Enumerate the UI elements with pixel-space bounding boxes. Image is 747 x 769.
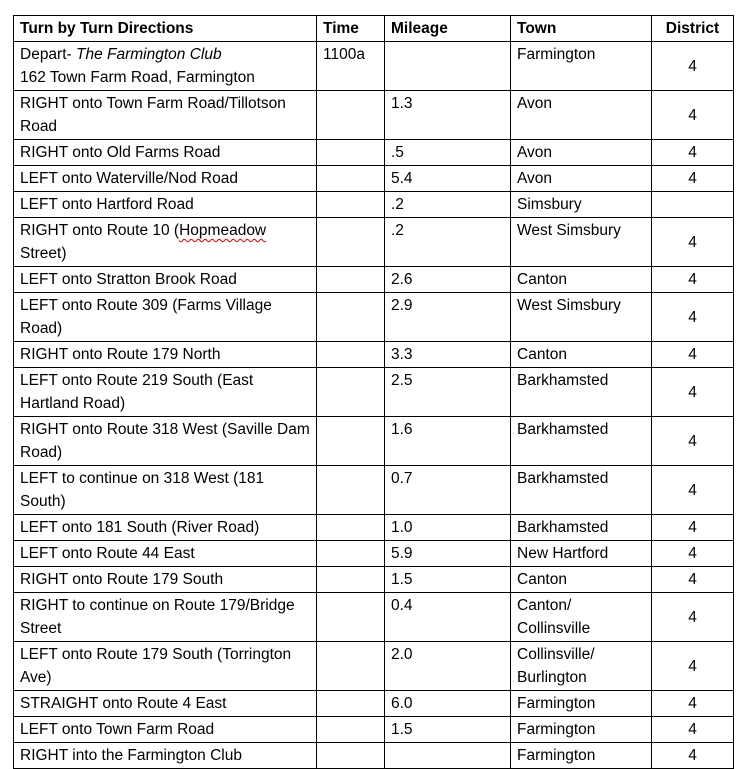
mileage-cell: 5.4 (385, 166, 511, 192)
town-line: Canton/ (517, 597, 572, 614)
direction-text: Depart- (20, 46, 76, 63)
district-cell: 4 (652, 417, 734, 466)
mileage-cell: 0.4 (385, 593, 511, 642)
direction-cell: RIGHT onto Route 179 North (14, 342, 317, 368)
mileage-cell: 2.5 (385, 368, 511, 417)
direction-cell (14, 218, 317, 267)
time-cell (317, 218, 385, 267)
time-cell (317, 593, 385, 642)
mileage-cell: 6.0 (385, 691, 511, 717)
direction-text-end: Street) (20, 245, 67, 262)
direction-cell: LEFT to continue on 318 West (181 South) (14, 466, 317, 515)
direction-cell: LEFT onto Route 179 South (Torrington Ave) (14, 642, 317, 691)
town-cell: West Simsbury (511, 293, 652, 342)
table-row (14, 642, 734, 691)
header-district: District (652, 16, 734, 42)
time-cell (317, 342, 385, 368)
mileage-cell: 1.5 (385, 717, 511, 743)
district-cell: 4 (652, 691, 734, 717)
header-directions: Turn by Turn Directions (14, 16, 317, 42)
time-cell (317, 417, 385, 466)
time-cell (317, 466, 385, 515)
direction-cell (14, 42, 317, 91)
mileage-cell: 1.6 (385, 417, 511, 466)
mileage-cell: 1.3 (385, 91, 511, 140)
time-cell (317, 166, 385, 192)
district-cell: 4 (652, 743, 734, 769)
mileage-cell (385, 743, 511, 769)
district-cell: 4 (652, 567, 734, 593)
town-line: Collinsville (517, 620, 591, 637)
time-cell (317, 743, 385, 769)
town-cell: Barkhamsted (511, 417, 652, 466)
header-row (14, 16, 734, 42)
table-row (14, 192, 734, 218)
district-cell: 4 (652, 218, 734, 267)
time-cell (317, 717, 385, 743)
table-row (14, 342, 734, 368)
time-cell (317, 541, 385, 567)
time-cell (317, 293, 385, 342)
town-cell: Avon (511, 91, 652, 140)
district-cell: 4 (652, 140, 734, 166)
town-cell (511, 593, 652, 642)
header-town: Town (511, 16, 652, 42)
district-cell: 4 (652, 91, 734, 140)
mileage-cell: .2 (385, 192, 511, 218)
direction-cell: LEFT onto Stratton Brook Road (14, 267, 317, 293)
mileage-cell: 1.0 (385, 515, 511, 541)
town-cell: Farmington (511, 717, 652, 743)
direction-cell: LEFT onto Route 219 South (East Hartland Road) (14, 368, 317, 417)
time-cell (317, 567, 385, 593)
district-cell: 4 (652, 368, 734, 417)
table-row (14, 541, 734, 567)
club-address: 162 Town Farm Road, Farmington (20, 69, 255, 86)
direction-cell: LEFT onto Route 44 East (14, 541, 317, 567)
district-cell: 4 (652, 466, 734, 515)
mileage-cell: 5.9 (385, 541, 511, 567)
club-name: The Farmington Club (76, 46, 222, 63)
district-cell: 4 (652, 642, 734, 691)
mileage-cell: 2.9 (385, 293, 511, 342)
direction-text: RIGHT onto Route 10 ( (20, 222, 180, 239)
district-cell (652, 192, 734, 218)
time-cell (317, 140, 385, 166)
town-cell: West Simsbury (511, 218, 652, 267)
time-cell (317, 642, 385, 691)
district-cell: 4 (652, 717, 734, 743)
town-cell: Canton (511, 342, 652, 368)
table-row (14, 293, 734, 342)
direction-cell: RIGHT to continue on Route 179/Bridge Street (14, 593, 317, 642)
header-time: Time (317, 16, 385, 42)
district-cell: 4 (652, 166, 734, 192)
district-cell: 4 (652, 342, 734, 368)
town-cell: Barkhamsted (511, 368, 652, 417)
district-cell: 4 (652, 267, 734, 293)
header-mileage: Mileage (385, 16, 511, 42)
table-row (14, 743, 734, 769)
district-cell: 4 (652, 593, 734, 642)
spellcheck-flagged-word[interactable]: Hopmeadow (179, 222, 267, 239)
mileage-cell: .2 (385, 218, 511, 267)
district-cell: 4 (652, 515, 734, 541)
direction-cell: LEFT onto Route 309 (Farms Village Road) (14, 293, 317, 342)
town-cell: New Hartford (511, 541, 652, 567)
table-row (14, 218, 734, 267)
direction-cell: LEFT onto Hartford Road (14, 192, 317, 218)
town-cell: Farmington (511, 42, 652, 91)
time-cell (317, 515, 385, 541)
mileage-cell: 3.3 (385, 342, 511, 368)
directions-table (13, 15, 734, 769)
direction-cell: RIGHT onto Route 318 West (Saville Dam Road) (14, 417, 317, 466)
direction-cell: RIGHT onto Old Farms Road (14, 140, 317, 166)
mileage-cell: 1.5 (385, 567, 511, 593)
table-row (14, 466, 734, 515)
direction-cell: STRAIGHT onto Route 4 East (14, 691, 317, 717)
town-cell: Barkhamsted (511, 466, 652, 515)
time-cell (317, 192, 385, 218)
town-line: Collinsville/ (517, 646, 595, 663)
table-row (14, 515, 734, 541)
district-cell: 4 (652, 42, 734, 91)
direction-cell: LEFT onto Waterville/Nod Road (14, 166, 317, 192)
town-cell: Canton (511, 567, 652, 593)
table-row (14, 267, 734, 293)
table-row (14, 567, 734, 593)
mileage-cell: 2.6 (385, 267, 511, 293)
table-row (14, 593, 734, 642)
direction-cell: RIGHT into the Farmington Club (14, 743, 317, 769)
town-cell: Farmington (511, 691, 652, 717)
directions-sheet (13, 15, 734, 769)
time-cell (317, 91, 385, 140)
direction-cell: RIGHT onto Town Farm Road/Tillotson Road (14, 91, 317, 140)
table-row (14, 140, 734, 166)
town-cell: Farmington (511, 743, 652, 769)
direction-cell: LEFT onto 181 South (River Road) (14, 515, 317, 541)
district-cell: 4 (652, 293, 734, 342)
mileage-cell: 2.0 (385, 642, 511, 691)
district-cell: 4 (652, 541, 734, 567)
table-row (14, 417, 734, 466)
town-cell: Avon (511, 166, 652, 192)
table-row (14, 166, 734, 192)
town-cell: Avon (511, 140, 652, 166)
town-cell: Barkhamsted (511, 515, 652, 541)
direction-cell: RIGHT onto Route 179 South (14, 567, 317, 593)
table-row (14, 717, 734, 743)
mileage-cell: .5 (385, 140, 511, 166)
time-cell (317, 267, 385, 293)
town-cell: Canton (511, 267, 652, 293)
direction-cell: LEFT onto Town Farm Road (14, 717, 317, 743)
table-row (14, 42, 734, 91)
town-cell: Simsbury (511, 192, 652, 218)
time-cell (317, 368, 385, 417)
table-row (14, 368, 734, 417)
table-row (14, 691, 734, 717)
time-cell: 1100a (317, 42, 385, 91)
mileage-cell: 0.7 (385, 466, 511, 515)
mileage-cell (385, 42, 511, 91)
table-row (14, 91, 734, 140)
town-cell (511, 642, 652, 691)
time-cell (317, 691, 385, 717)
town-line: Burlington (517, 669, 587, 686)
